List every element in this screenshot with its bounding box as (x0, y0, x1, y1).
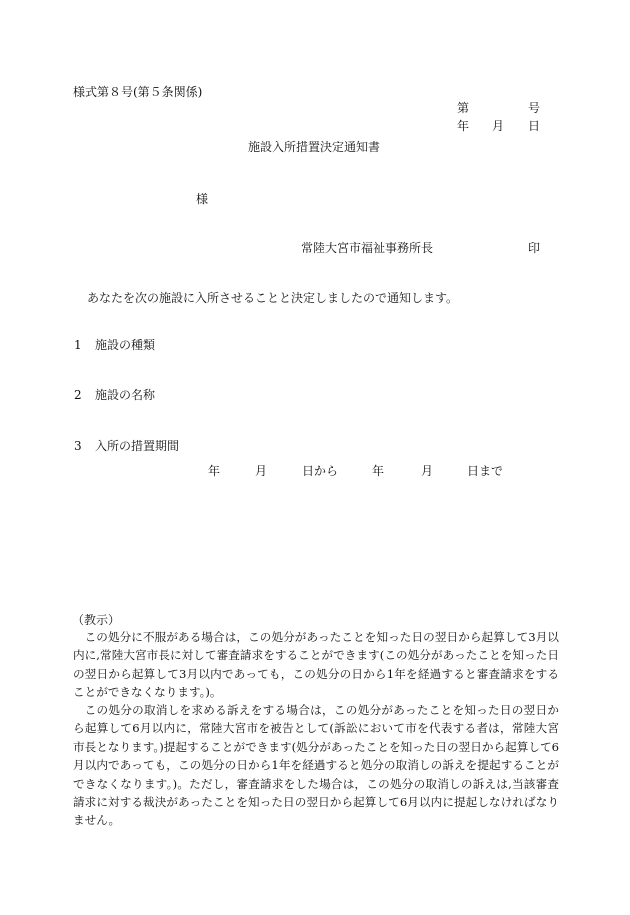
period-end-month: 月 (421, 464, 434, 478)
doc-date-year: 年 (457, 119, 470, 133)
doc-number-suffix: 号 (528, 101, 541, 115)
doc-date-month: 月 (492, 119, 505, 133)
form-label: 様式第８号(第５条関係) (73, 85, 203, 99)
issuer-name: 常陸大宮市福祉事務所長 (301, 241, 434, 255)
period-start-day: 日から (302, 464, 339, 478)
instruction-paragraph-1: この処分に不服がある場合は，この処分があったことを知った日の翌日から起算して3月以内に,常陸大宮市長に対して審査請求をすることができます(この処分があったことを知った日の翌日から起算して3月以内であっても，この処分の日から1年を経過すると審査請求をすることができなくなります。)。 (73, 630, 559, 700)
document-title: 施設入所措置決定通知書 (248, 140, 381, 154)
seal-mark: 印 (528, 241, 541, 255)
recipient-honorific: 様 (196, 192, 209, 206)
doc-date-day: 日 (528, 119, 541, 133)
item-3-number: 3 (74, 439, 82, 453)
item-1-number: 1 (74, 338, 82, 352)
period-start-month: 月 (255, 464, 268, 478)
item-2-number: 2 (74, 388, 82, 402)
period-end-day: 日まで (467, 464, 504, 478)
doc-number-prefix: 第 (457, 101, 470, 115)
item-2-label: 施設の名称 (95, 388, 156, 402)
notice-text: あなたを次の施設に入所させることと決定しましたので通知します。 (87, 291, 459, 305)
item-1-label: 施設の種類 (95, 338, 156, 352)
period-start-year: 年 (208, 464, 221, 478)
instruction-heading: （教示） (72, 613, 121, 627)
item-3-label: 入所の措置期間 (95, 439, 180, 453)
instruction-paragraph-2: この処分の取消しを求める訴えをする場合は，この処分があったことを知った日の翌日から起算して6月以内に，常陸大宮市を被告として(訴訟において市を代表する者は，常陸大宮市長となります。)提起することができます(処分があったことを知った日の翌日から起算して6月以内であっても，この処分の日から1年を経過すると処分の取消しの訴えを提起することができなくなります。)。ただし，審査請求をした場合は，この処分の取消しの訴えは,当該審査請求に対する裁決があったことを知った日の翌日から起算して6月以内に提起しなければなりません。 (73, 703, 559, 828)
period-end-year: 年 (372, 464, 385, 478)
